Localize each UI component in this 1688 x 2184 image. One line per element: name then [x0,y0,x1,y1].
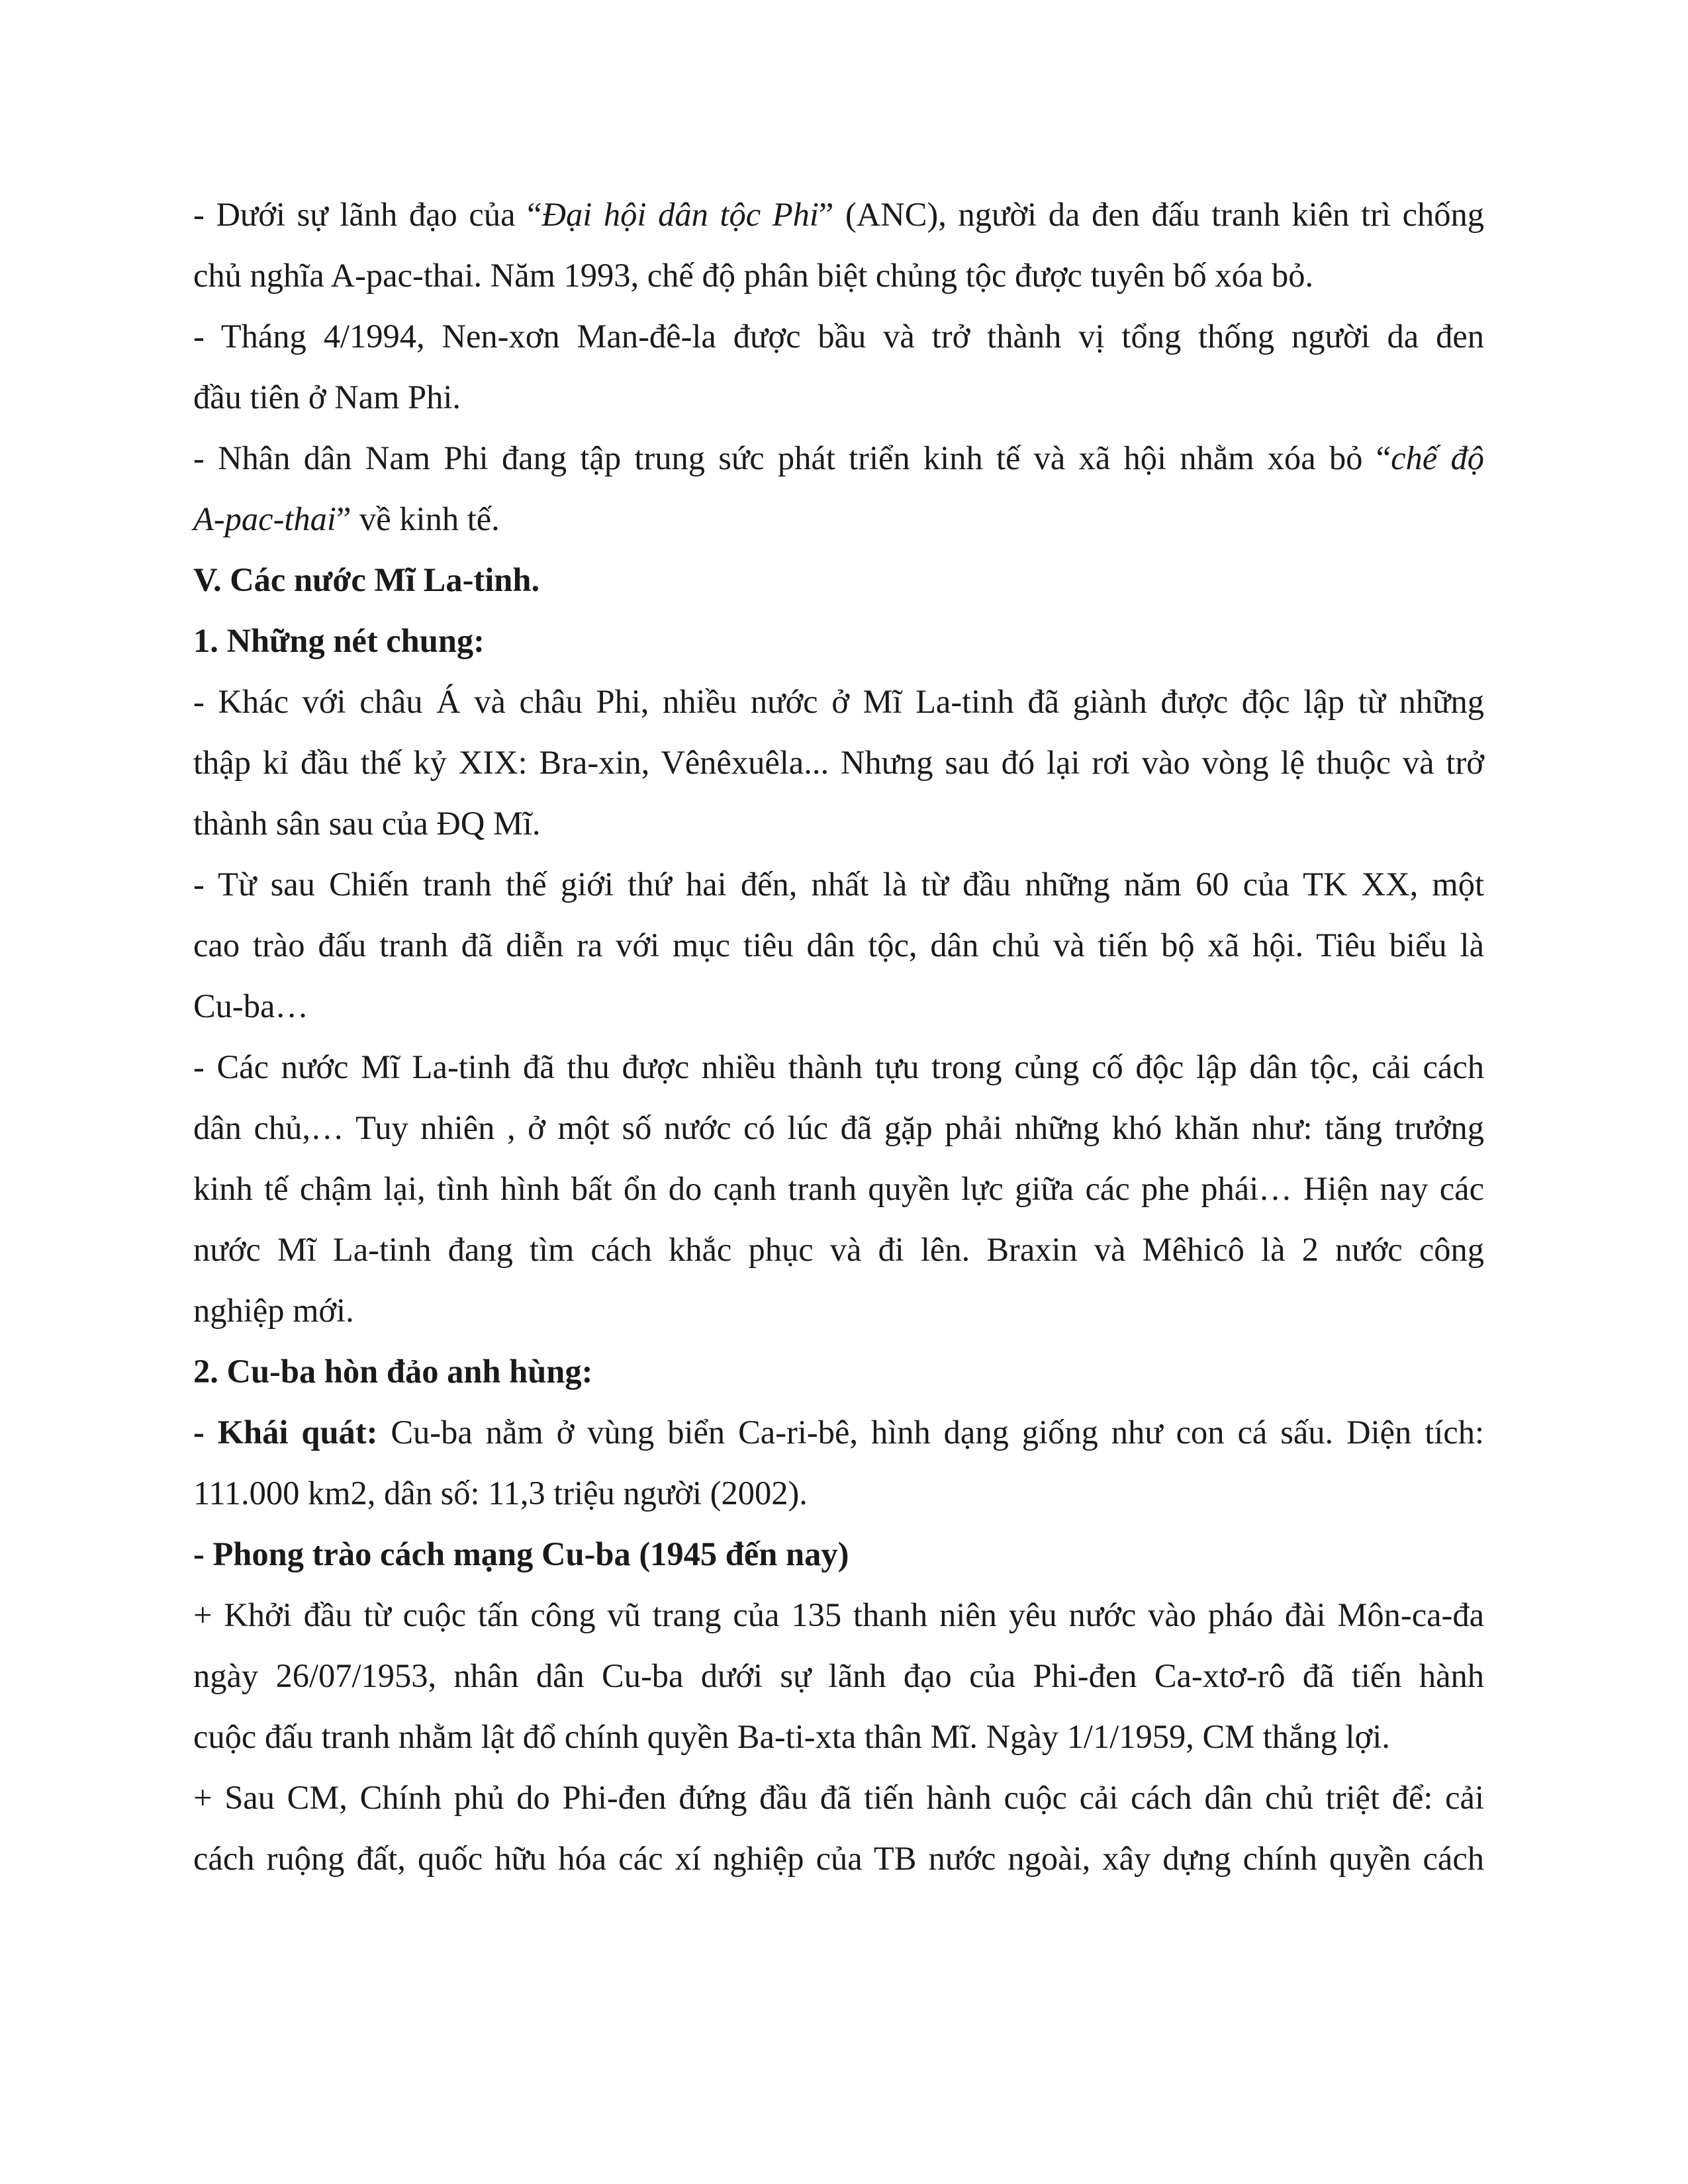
text-run: - Dưới sự lãnh đạo của “ [193,196,542,233]
paragraph-anc [193,184,1484,306]
italic-term: chế độ [1391,439,1484,477]
text-line: thành sân sau của ĐQ Mĩ. [193,805,541,842]
italic-term: A-pac-thai [193,500,336,537]
text-line: Cu-ba… [193,987,308,1024]
text-line: cuộc đấu tranh nhằm lật đổ chính quyền Ba-ti-xta thân Mĩ. Ngày 1/1/1959, CM thắng lợi. [193,1718,1390,1755]
italic-term-anc: Đại hội dân tộc Phi [541,196,819,233]
paragraph-post-war-struggle [193,854,1484,1036]
paragraph-achievements [193,1036,1484,1341]
text-line: dân chủ,… Tuy nhiên , ở một số nước có lúc đã gặp phải những khó khăn như: tăng trưởng [193,1109,1484,1146]
text-line [193,428,1484,488]
text-line [193,488,1484,549]
paragraph-south-africa-economy [193,428,1484,549]
text-line: kinh tế chậm lại, tình hình bất ổn do cạnh tranh quyền lực giữa các phe phái… Hiện nay các [193,1170,1484,1207]
subheading-cuba: 2. Cu-ba hòn đảo anh hùng: [193,1353,593,1390]
paragraph-independence [193,671,1484,854]
text-line: cao trào đấu tranh đã diễn ra với mục tiêu dân tộc, dân chủ và tiến bộ xã hội. Tiêu biểu là [193,927,1484,964]
document-page [193,184,1484,1889]
text-line [193,184,1484,245]
text-line: cách ruộng đất, quốc hữu hóa các xí nghiệp của TB nước ngoài, xây dựng chính quyền cách [193,1840,1484,1877]
paragraph-moncada [193,1584,1484,1767]
text-run: ” về kinh tế. [336,500,500,537]
paragraph-reforms [193,1767,1484,1889]
paragraph-mandela [193,306,1484,428]
text-line: + Khởi đầu từ cuộc tấn công vũ trang của 135 thanh niên yêu nước vào pháo đài Môn-ca-đa [193,1596,1484,1633]
text-line [193,1402,1484,1463]
subheading-general-features: 1. Những nét chung: [193,622,485,659]
text-line: thập kỉ đầu thế kỷ XIX: Bra-xin, Vênêxuêla... Nhưng sau đó lại rơi vào vòng lệ thuộc và trở [193,744,1484,781]
text-line: + Sau CM, Chính phủ do Phi-đen đứng đầu đã tiến hành cuộc cải cách dân chủ triệt để: cải [193,1779,1484,1816]
text-line: đầu tiên ở Nam Phi. [193,379,461,416]
text-line: 111.000 km2, dân số: 11,3 triệu người (2002). [193,1475,808,1512]
text-line: - Từ sau Chiến tranh thế giới thứ hai đến, nhất là từ đầu những năm 60 của TK XX, một [193,866,1484,903]
text-line: - Tháng 4/1994, Nen-xơn Man-đê-la được bầu và trở thành vị tổng thống người da đen [193,318,1484,355]
text-run: Cu-ba nằm ở vùng biển Ca-ri-bê, hình dạng giống như con cá sấu. Diện tích: [377,1414,1484,1451]
text-line: - Các nước Mĩ La-tinh đã thu được nhiều thành tựu trong củng cố độc lập dân tộc, cải cách [193,1048,1484,1085]
text-line: nước Mĩ La-tinh đang tìm cách khắc phục và đi lên. Braxin và Mêhicô là 2 nước công [193,1231,1484,1268]
text-line: - Khác với châu Á và châu Phi, nhiều nước ở Mĩ La-tinh đã giành được độc lập từ những [193,683,1484,720]
text-run: ” (ANC), người da đen đấu tranh kiên trì chống [818,196,1484,233]
section-heading-latin-america: V. Các nước Mĩ La-tinh. [193,561,540,598]
bold-label-overview: - Khái quát: [193,1414,378,1451]
text-line: ngày 26/07/1953, nhân dân Cu-ba dưới sự lãnh đạo của Phi-đen Ca-xtơ-rô đã tiến hành [193,1657,1484,1694]
subheading-cuba-revolution: - Phong trào cách mạng Cu-ba (1945 đến nay) [193,1535,849,1572]
text-run: - Nhân dân Nam Phi đang tập trung sức phát triển kinh tế và xã hội nhằm xóa bỏ “ [193,439,1391,477]
text-line: chủ nghĩa A-pac-thai. Năm 1993, chế độ phân biệt chủng tộc được tuyên bố xóa bỏ. [193,257,1314,294]
text-line: nghiệp mới. [193,1292,354,1329]
paragraph-cuba-overview [193,1402,1484,1524]
